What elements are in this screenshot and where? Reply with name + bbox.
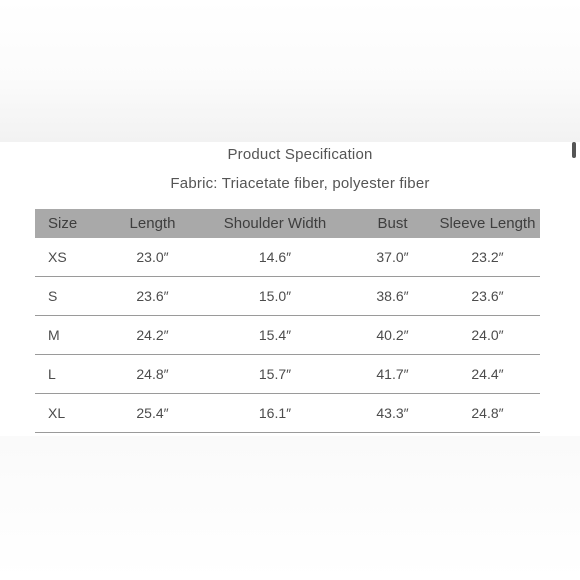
- cell-length: 25.4″: [105, 394, 200, 433]
- header-size: Size: [35, 209, 105, 238]
- cell-sleeve-length: 24.8″: [435, 394, 540, 433]
- cell-sleeve-length: 23.2″: [435, 238, 540, 277]
- header-sleeve-length: Sleeve Length: [435, 209, 540, 238]
- header-shoulder-width: Shoulder Width: [200, 209, 350, 238]
- cell-length: 23.6″: [105, 277, 200, 316]
- cell-sleeve-length: 23.6″: [435, 277, 540, 316]
- bottom-background-band: [0, 436, 580, 580]
- cell-sleeve-length: 24.4″: [435, 355, 540, 394]
- cell-bust: 37.0″: [350, 238, 435, 277]
- cell-size: XS: [35, 238, 105, 277]
- cell-size: L: [35, 355, 105, 394]
- size-chart-table: [35, 209, 540, 433]
- table-row: [35, 277, 540, 316]
- page-title: Product Specification: [227, 146, 373, 163]
- cell-size: S: [35, 277, 105, 316]
- cell-length: 23.0″: [105, 238, 200, 277]
- cell-bust: 43.3″: [350, 394, 435, 433]
- cell-sleeve-length: 24.0″: [435, 316, 540, 355]
- cell-bust: 38.6″: [350, 277, 435, 316]
- cell-shoulder-width: 16.1″: [200, 394, 350, 433]
- fabric-description: Fabric: Triacetate fiber, polyester fiber: [170, 175, 430, 192]
- table-row: [35, 355, 540, 394]
- top-background-band: [0, 0, 580, 142]
- cell-size: XL: [35, 394, 105, 433]
- table-row: [35, 238, 540, 277]
- header-length: Length: [105, 209, 200, 238]
- cell-shoulder-width: 14.6″: [200, 238, 350, 277]
- table-row: [35, 394, 540, 433]
- cell-shoulder-width: 15.4″: [200, 316, 350, 355]
- cell-length: 24.8″: [105, 355, 200, 394]
- cell-shoulder-width: 15.7″: [200, 355, 350, 394]
- cell-size: M: [35, 316, 105, 355]
- header-bust: Bust: [350, 209, 435, 238]
- table-row: [35, 316, 540, 355]
- cell-length: 24.2″: [105, 316, 200, 355]
- cell-shoulder-width: 15.0″: [200, 277, 350, 316]
- table-header-row: [35, 209, 540, 238]
- cell-bust: 40.2″: [350, 316, 435, 355]
- cell-bust: 41.7″: [350, 355, 435, 394]
